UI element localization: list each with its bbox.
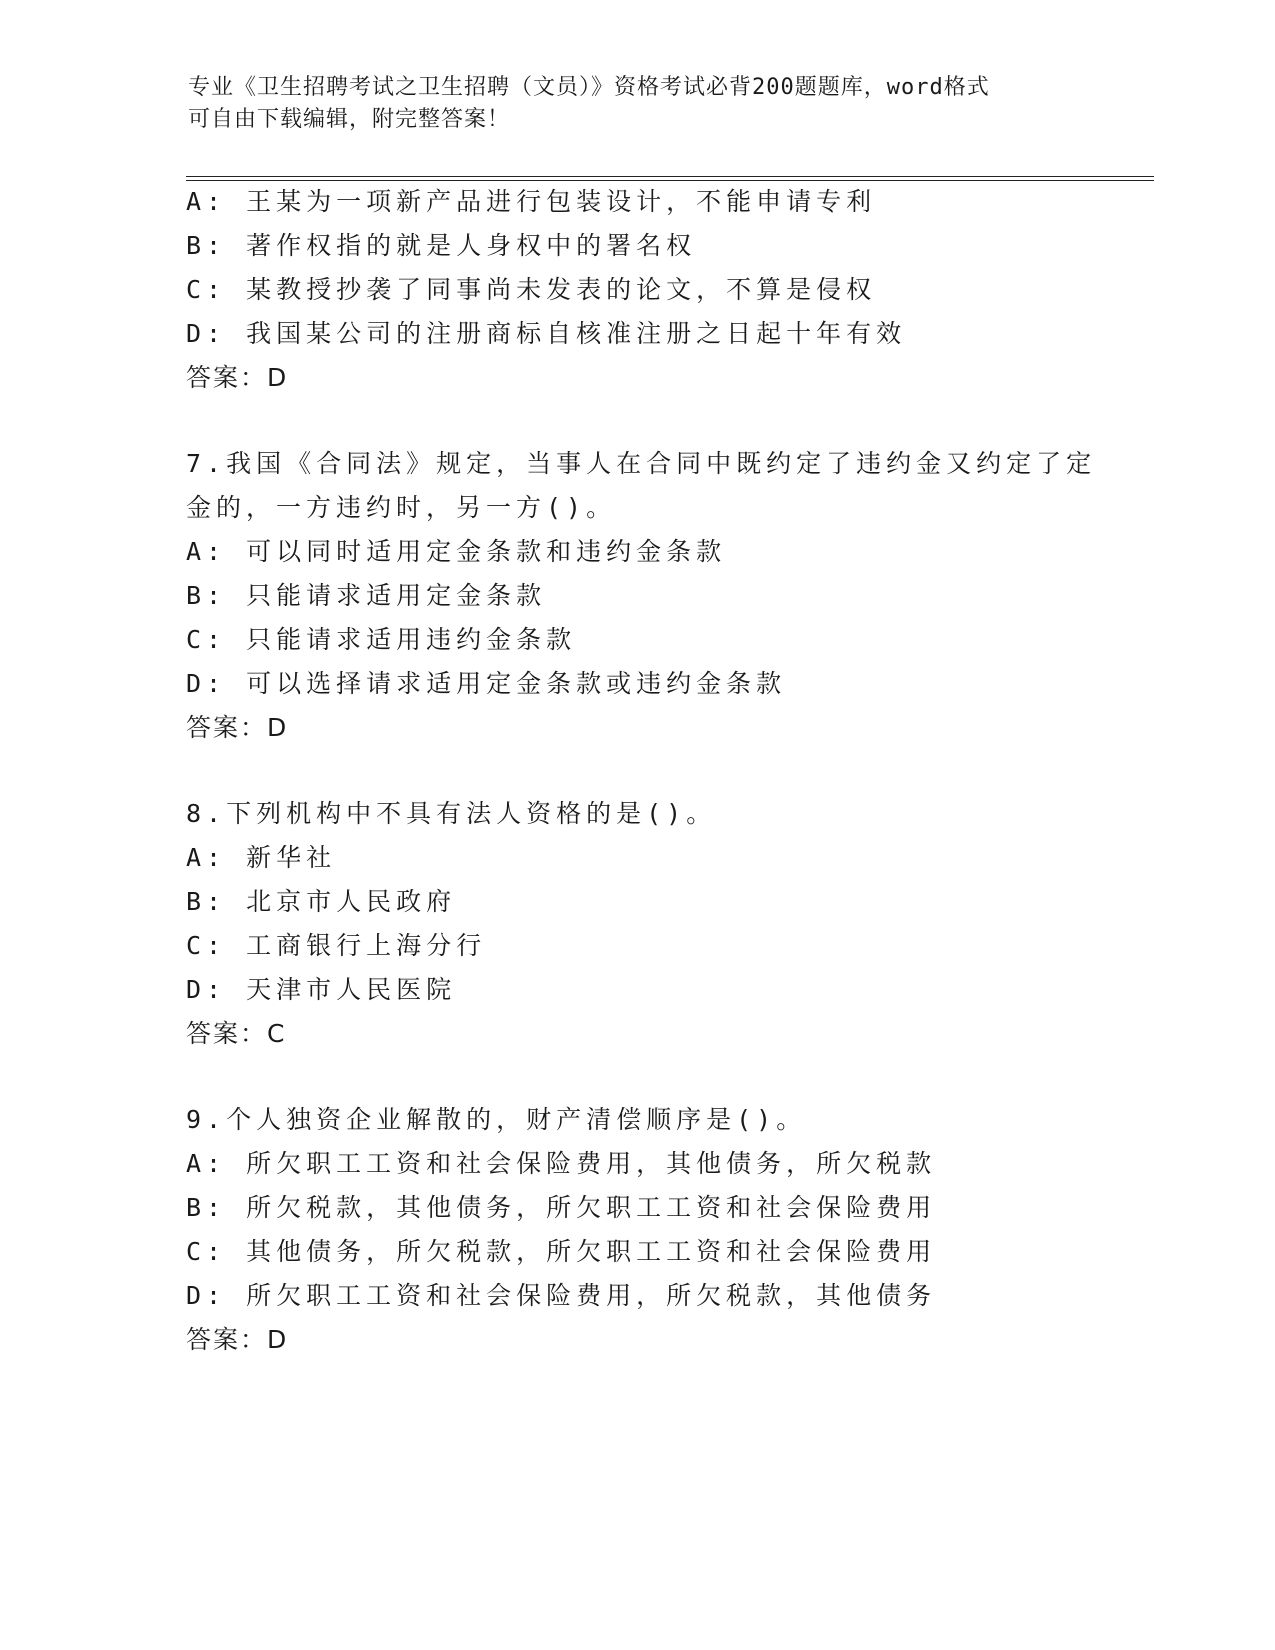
question-8-option-c: C: 工商银行上海分行 <box>186 931 487 960</box>
question-8-option-b: B: 北京市人民政府 <box>186 887 457 916</box>
question-9-option-c: C: 其他债务，所欠税款，所欠职工工资和社会保险费用 <box>186 1237 937 1266</box>
question-7-option-c: C: 只能请求适用违约金条款 <box>186 625 577 654</box>
question-6-option-b: B: 著作权指的就是人身权中的署名权 <box>186 231 697 260</box>
question-7-answer: 答案：D <box>186 713 289 742</box>
question-9-option-a: A: 所欠职工工资和社会保险费用，其他债务，所欠税款 <box>186 1149 937 1178</box>
question-9-option-d: D: 所欠职工工资和社会保险费用，所欠税款，其他债务 <box>186 1281 937 1310</box>
page-header <box>188 72 1088 136</box>
question-9-answer: 答案：D <box>186 1325 289 1354</box>
question-6-answer: 答案：D <box>186 363 289 392</box>
header-divider <box>186 176 1154 181</box>
header-title-line-1: 专业《卫生招聘考试之卫生招聘（文员）》资格考试必背200题题库，word格式 <box>188 75 990 100</box>
question-8-answer: 答案：C <box>186 1019 287 1048</box>
question-7-option-a: A: 可以同时适用定金条款和违约金条款 <box>186 537 727 566</box>
question-7-option-b: B: 只能请求适用定金条款 <box>186 581 547 610</box>
question-7-stem-line-1: 7.我国《合同法》规定，当事人在合同中既约定了违约金又约定了定 <box>186 449 1097 478</box>
question-6-option-d: D: 我国某公司的注册商标自核准注册之日起十年有效 <box>186 319 907 348</box>
question-9-stem: 9.个人独资企业解散的，财产清偿顺序是()。 <box>186 1105 807 1134</box>
question-7-stem-line-2: 金的，一方违约时，另一方()。 <box>186 493 617 522</box>
question-6-option-c: C: 某教授抄袭了同事尚未发表的论文，不算是侵权 <box>186 275 877 304</box>
question-8-option-a: A: 新华社 <box>186 843 337 872</box>
header-title-line-2: 可自由下载编辑，附完整答案！ <box>188 107 511 132</box>
question-8-option-d: D: 天津市人民医院 <box>186 975 457 1004</box>
question-8-stem: 8.下列机构中不具有法人资格的是()。 <box>186 799 717 828</box>
question-9-option-b: B: 所欠税款，其他债务，所欠职工工资和社会保险费用 <box>186 1193 937 1222</box>
question-6-option-a: A: 王某为一项新产品进行包装设计，不能申请专利 <box>186 187 877 216</box>
question-7-option-d: D: 可以选择请求适用定金条款或违约金条款 <box>186 669 787 698</box>
